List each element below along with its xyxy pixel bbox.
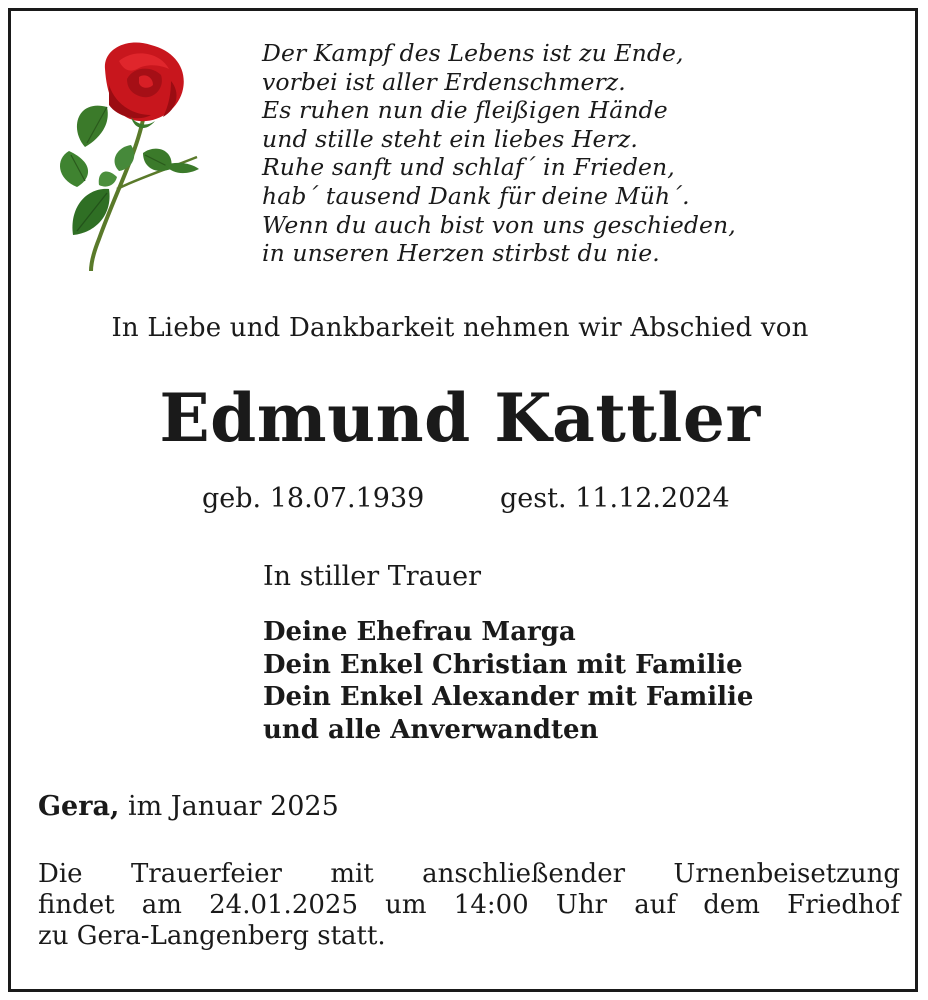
mourner: Dein Enkel Christian mit Familie (263, 649, 743, 680)
poem-line: Wenn du auch bist von uns geschieden, (262, 210, 736, 239)
red-rose-icon (47, 39, 207, 274)
mourner: Dein Enkel Alexander mit Familie (263, 682, 754, 712)
poem-line: Ruhe sanft und schlaf´ in Frieden, (262, 153, 675, 182)
poem-line: in unseren Herzen stirbst du nie. (262, 239, 660, 268)
poem-line: und stille steht ein liebes Herz. (262, 124, 638, 153)
service-line: zu Gera-Langenberg statt. (38, 921, 386, 951)
funeral-service-info (38, 859, 900, 952)
obituary-notice (8, 8, 918, 992)
poem-line: Es ruhen nun die fleißigen Hände (262, 96, 668, 125)
service-line: Die Trauerfeier mit anschließender Urnenbeisetzung (38, 859, 900, 889)
place-and-date (38, 791, 339, 822)
mourning-label: In stiller Trauer (263, 561, 482, 592)
poem-line: Der Kampf des Lebens ist zu Ende, (262, 39, 684, 67)
place: Gera, (38, 791, 120, 822)
death-date: gest. 11.12.2024 (500, 483, 730, 514)
service-line: findet am 24.01.2025 um 14:00 Uhr auf dem Friedhof (38, 890, 900, 920)
mourner: und alle Anverwandten (263, 714, 599, 745)
mourner: Deine Ehefrau Marga (263, 617, 576, 647)
memorial-poem (262, 39, 862, 268)
poem-line: hab´ tausend Dank für deine Müh´. (262, 181, 690, 210)
farewell-intro: In Liebe und Dankbarkeit nehmen wir Abschied von (111, 313, 809, 343)
date: im Januar 2025 (127, 791, 339, 822)
mourners-list (263, 616, 753, 746)
birth-date: geb. 18.07.1939 (202, 483, 425, 514)
poem-line: vorbei ist aller Erdenschmerz. (262, 67, 626, 96)
deceased-name: Edmund Kattler (159, 379, 761, 457)
